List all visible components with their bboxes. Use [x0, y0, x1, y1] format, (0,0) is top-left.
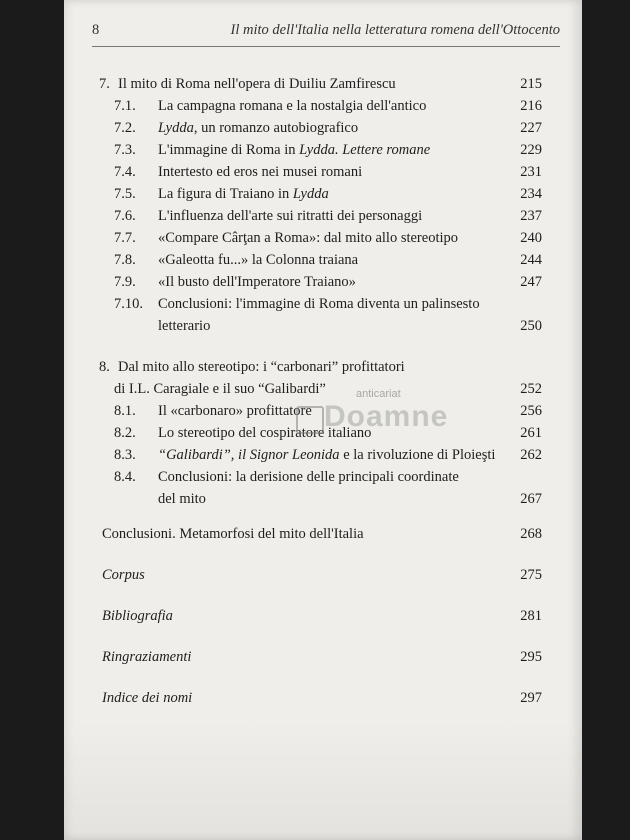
- section-title: «Il busto dell'Imperatore Traiano»: [158, 274, 356, 290]
- toc-entry-8-2[interactable]: [64, 424, 542, 442]
- section-page: 216: [520, 98, 542, 114]
- section-number: 7.6.: [114, 208, 136, 224]
- back-matter-page: 297: [520, 690, 542, 706]
- section-title-roman: L'immagine di Roma in: [158, 142, 300, 158]
- back-matter-title: Ringraziamenti: [102, 649, 192, 665]
- toc-entry-7-3[interactable]: [64, 141, 542, 159]
- back-matter-title: Bibliografia: [102, 608, 173, 624]
- back-matter-page: 268: [520, 526, 542, 542]
- book-page: [64, 0, 582, 840]
- toc-entry-8-4[interactable]: [64, 468, 542, 486]
- back-matter-title: Corpus: [102, 567, 145, 583]
- section-title: [158, 141, 430, 159]
- chapter-title: Il mito di Roma nell'opera di Duiliu Zamfirescu: [118, 76, 396, 92]
- section-number: 7.4.: [114, 164, 136, 180]
- toc-indice-dei-nomi[interactable]: [64, 689, 542, 707]
- toc-chapter-7[interactable]: [64, 75, 542, 93]
- toc-entry-7-2[interactable]: [64, 119, 542, 137]
- toc-entry-7-5[interactable]: [64, 185, 542, 203]
- section-title-continued: del mito: [158, 491, 206, 507]
- section-title-italic: Lydda. Lettere romane: [299, 142, 431, 158]
- chapter-title-continued: di I.L. Caragiale e il suo “Galibardi”: [114, 381, 326, 397]
- chapter-number: 7.: [99, 76, 110, 92]
- toc-entry-7-9[interactable]: [64, 273, 542, 291]
- section-page: 262: [520, 447, 542, 463]
- toc-corpus[interactable]: [64, 566, 542, 584]
- section-title-rest: e la rivoluzione di Ploieşti: [339, 447, 496, 463]
- toc-entry-7-1[interactable]: [64, 97, 542, 115]
- section-page: 267: [520, 491, 542, 507]
- section-page: 247: [520, 274, 542, 290]
- section-title-italic: Lydda: [292, 186, 329, 202]
- section-title-continued: letterario: [158, 318, 211, 334]
- section-title: [158, 119, 358, 137]
- running-title: Il mito dell'Italia nella letteratura romena dell'Ottocento: [230, 22, 560, 38]
- toc-ringraziamenti[interactable]: [64, 648, 542, 666]
- section-title-italic: Lydda: [158, 120, 194, 136]
- toc-chapter-8[interactable]: [64, 358, 542, 376]
- section-page: 237: [520, 208, 542, 224]
- section-number: 7.5.: [114, 186, 136, 202]
- section-number: 7.2.: [114, 120, 136, 136]
- header-rule: [92, 46, 560, 47]
- back-matter-page: 275: [520, 567, 542, 583]
- section-number: 8.4.: [114, 469, 136, 485]
- section-number: 7.8.: [114, 252, 136, 268]
- section-page: 250: [520, 318, 542, 334]
- toc-entry-7-10[interactable]: [64, 295, 542, 313]
- section-title-roman: La figura di Traiano in: [158, 186, 293, 202]
- section-title-italic: “Galibardi”, il Signor Leonida: [158, 447, 340, 463]
- section-title: Conclusioni: la derisione delle principali coordinate: [158, 469, 459, 485]
- toc-entry-8-3[interactable]: [64, 446, 542, 464]
- section-number: 7.10.: [114, 296, 143, 312]
- section-number: 7.7.: [114, 230, 136, 246]
- section-number: 8.2.: [114, 425, 136, 441]
- section-page: 261: [520, 425, 542, 441]
- section-title: [158, 446, 495, 464]
- section-number: 7.3.: [114, 142, 136, 158]
- toc-chapter-8-cont[interactable]: [64, 380, 542, 398]
- section-page: 240: [520, 230, 542, 246]
- section-page: 234: [520, 186, 542, 202]
- section-number: 8.1.: [114, 403, 136, 419]
- running-head: [92, 22, 560, 39]
- watermark-big-text: Doamne: [324, 400, 449, 433]
- toc-entry-7-7[interactable]: [64, 229, 542, 247]
- section-page: 231: [520, 164, 542, 180]
- section-page: 227: [520, 120, 542, 136]
- toc-entry-7-4[interactable]: [64, 163, 542, 181]
- chapter-page: 215: [520, 76, 542, 92]
- toc-entry-8-4-cont[interactable]: [64, 490, 542, 508]
- watermark-small-text: anticariat: [356, 388, 401, 400]
- chapter-title: Dal mito allo stereotipo: i “carbonari” profittatori: [118, 359, 405, 375]
- section-page: 244: [520, 252, 542, 268]
- chapter-page: 252: [520, 381, 542, 397]
- section-number: 7.1.: [114, 98, 136, 114]
- section-number: 8.3.: [114, 447, 136, 463]
- chapter-number: 8.: [99, 359, 110, 375]
- toc-entry-7-10-cont[interactable]: [64, 317, 542, 335]
- section-number: 7.9.: [114, 274, 136, 290]
- back-matter-title: Conclusioni. Metamorfosi del mito dell'Italia: [102, 526, 364, 542]
- section-title: Intertesto ed eros nei musei romani: [158, 164, 363, 180]
- section-title: «Compare Cârţan a Roma»: dal mito allo stereotipo: [158, 230, 458, 246]
- toc-conclusions[interactable]: [64, 525, 542, 543]
- back-matter-title: Indice dei nomi: [102, 690, 193, 706]
- section-title: Lo stereotipo del cospiratore italiano: [158, 425, 372, 441]
- toc-entry-7-8[interactable]: [64, 251, 542, 269]
- section-title: L'influenza dell'arte sui ritratti dei personaggi: [158, 208, 423, 224]
- back-matter-page: 281: [520, 608, 542, 624]
- toc-bibliografia[interactable]: [64, 607, 542, 625]
- section-page: 229: [520, 142, 542, 158]
- section-title: Conclusioni: l'immagine di Roma diventa un palinsesto: [158, 296, 480, 312]
- section-title: «Galeotta fu...» la Colonna traiana: [158, 252, 359, 268]
- toc-entry-8-1[interactable]: [64, 402, 542, 420]
- section-title: [158, 185, 329, 203]
- section-title-rest: , un romanzo autobiografico: [193, 120, 359, 136]
- section-title: La campagna romana e la nostalgia dell'antico: [158, 98, 427, 114]
- section-page: 256: [520, 403, 542, 419]
- page-number: 8: [92, 22, 100, 38]
- toc-entry-7-6[interactable]: [64, 207, 542, 225]
- back-matter-page: 295: [520, 649, 542, 665]
- section-title: Il «carbonaro» profittatore: [158, 403, 312, 419]
